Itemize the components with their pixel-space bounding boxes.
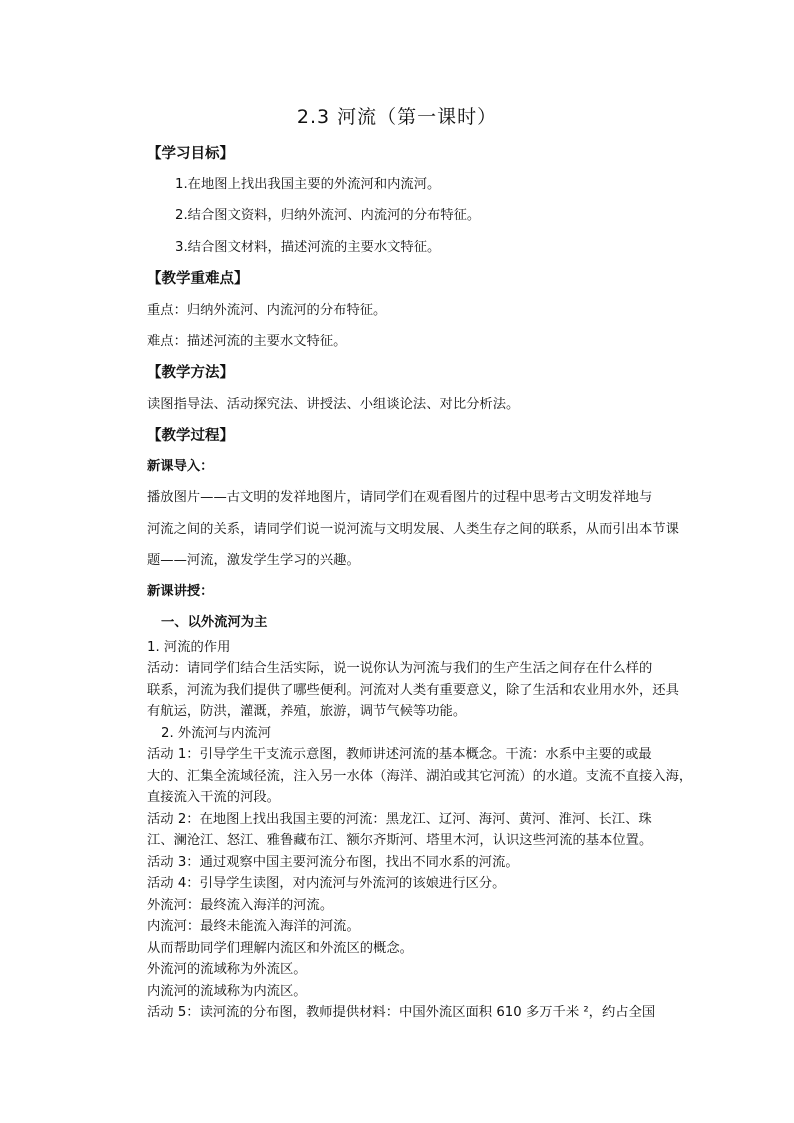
methods-text: 读图指导法、活动探究法、讲授法、小组谈论法、对比分析法。 [147,397,520,412]
sub1-line-2: 联系，河流为我们提供了哪些便利。河流对人类有重要意义，除了生活和农业用水外，还具 [147,683,679,698]
activity2-line-1: 活动 2：在地图上找出我国主要的河流：黑龙江、辽河、海河、黄河、淮河、长江、珠 [147,812,652,827]
objective-item-1: 1.在地图上找出我国主要的外流河和内流河。 [175,177,441,192]
outflow-area-text: 外流河的流域称为外流区。 [147,962,307,977]
intro-line-3: 题——河流，激发学生学习的兴趣。 [147,553,360,568]
methods-heading: 【教学方法】 [147,365,234,381]
sub1-line-1: 活动：请同学们结合生活实际，说一说你认为河流与我们的生产生活之间存在什么样的 [147,661,653,676]
process-heading: 【教学过程】 [147,428,234,444]
activity1-line-1: 活动 1：引导学生干支流示意图，教师讲述河流的基本概念。干流：水系中主要的或最 [147,747,652,762]
activity5-text: 活动 5：读河流的分布图，教师提供材料：中国外流区面积 610 多万千米 ²，约占全国 [147,1005,656,1020]
lecture-label: 新课讲授： [147,584,214,599]
inflow-area-text: 内流河的流域称为内流区。 [147,984,307,999]
page-title: 2.3 河流（第一课时） [296,106,498,128]
objective-item-2: 2.结合图文资料，归纳外流河、内流河的分布特征。 [175,208,481,223]
activity1-line-2: 大的、汇集全流域径流，注入另一水体（海洋、湖泊或其它河流）的水道。支流不直接入海， [147,769,693,784]
subsection-2-title: 2. 外流河与内流河 [161,726,271,741]
activity4-text: 活动 4：引导学生读图，对内流河与外流河的该娘进行区分。 [147,876,506,891]
objective-item-3: 3.结合图文材料，描述河流的主要水文特征。 [175,240,441,255]
intro-line-1: 播放图片——古文明的发祥地图片，请同学们在观看图片的过程中思考古文明发祥地与 [147,490,653,505]
concept-text: 从而帮助同学们理解内流区和外流区的概念。 [147,941,413,956]
intro-line-2: 河流之间的关系，请同学们说一说河流与文明发展、人类生存之间的联系，从而引出本节课 [147,522,679,537]
inflow-definition: 内流河：最终未能流入海洋的河流。 [147,919,360,934]
objectives-heading: 【学习目标】 [147,146,234,162]
part-one-heading: 一、以外流河为主 [161,615,268,630]
key-point-difficulty: 难点：描述河流的主要水文特征。 [147,334,347,349]
sub1-line-3: 有航运，防洪，灌溉，养殖，旅游，调节气候等功能。 [147,704,467,719]
key-point-focus: 重点：归纳外流河、内流河的分布特征。 [147,303,387,318]
key-points-heading: 【教学重难点】 [147,271,249,287]
activity1-line-3: 直接流入干流的河段。 [147,790,280,805]
activity3-text: 活动 3：通过观察中国主要河流分布图，找出不同水系的河流。 [147,855,519,870]
subsection-1-title: 1. 河流的作用 [147,640,231,655]
activity2-line-2: 江、澜沧江、怒江、雅鲁藏布江、额尔齐斯河、塔里木河，认识这些河流的基本位置。 [147,833,653,848]
outflow-definition: 外流河：最终流入海洋的河流。 [147,898,334,913]
intro-label: 新课导入： [147,459,214,474]
